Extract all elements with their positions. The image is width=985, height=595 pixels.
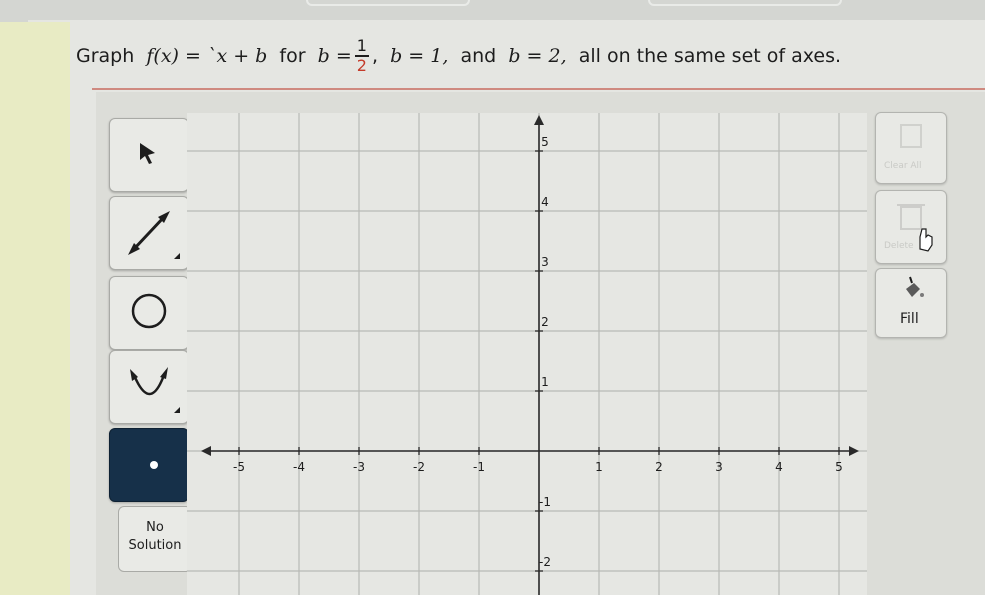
clear-all-button[interactable]	[875, 112, 947, 184]
fill-label: Fill	[900, 311, 919, 327]
line-tool-button[interactable]	[109, 196, 189, 270]
b-equals: b =	[317, 45, 352, 67]
paint-bucket-icon	[876, 269, 946, 309]
x-tick-label: 1	[595, 460, 603, 474]
y-tick-label: 1	[541, 375, 549, 389]
fraction-denominator: 2	[356, 56, 367, 75]
top-strip	[0, 0, 985, 22]
point-tool-button[interactable]	[109, 428, 189, 502]
pointer-tool-button[interactable]	[109, 118, 189, 192]
question-prefix: Graph	[76, 45, 135, 67]
fraction-one-half	[355, 38, 369, 74]
fraction-numerator: 1	[356, 36, 367, 55]
delete-button[interactable]	[875, 190, 947, 264]
x-tick-label: 5	[835, 460, 843, 474]
circle-icon	[110, 277, 188, 349]
x-tick-label: -1	[473, 460, 485, 474]
top-tab	[648, 0, 842, 6]
point-icon	[110, 429, 188, 501]
y-tick-label: 2	[541, 315, 549, 329]
b-equals-2: b = 2,	[508, 45, 567, 67]
trash-icon	[876, 191, 946, 263]
coordinate-graph[interactable]	[187, 113, 867, 595]
for-word: for	[279, 45, 306, 67]
y-tick-label: -1	[539, 495, 551, 509]
y-tick-label: 3	[541, 255, 549, 269]
separator-line	[92, 88, 985, 90]
question-suffix: all on the same set of axes.	[578, 45, 842, 67]
and-word: and	[460, 45, 497, 67]
no-solution-button[interactable]	[118, 506, 192, 572]
x-tick-label: -4	[293, 460, 305, 474]
top-tab	[306, 0, 470, 6]
pointer-icon	[110, 119, 188, 191]
clear-all-label: Clear All	[884, 161, 922, 171]
left-margin-band	[0, 22, 70, 595]
x-tick-label: 2	[655, 460, 663, 474]
parabola-tool-button[interactable]	[109, 350, 189, 424]
no-solution-label-2: Solution	[128, 538, 182, 553]
no-solution-label-1: No	[146, 520, 164, 535]
delete-label: Delete	[884, 241, 914, 251]
y-tick-label: 5	[541, 135, 549, 149]
y-tick-label: 4	[541, 195, 549, 209]
x-tick-label: -2	[413, 460, 425, 474]
x-tick-label: 4	[775, 460, 783, 474]
question-prompt	[76, 38, 841, 74]
fill-button[interactable]	[875, 268, 947, 338]
x-tick-label: -3	[353, 460, 365, 474]
x-tick-label: -5	[233, 460, 245, 474]
circle-tool-button[interactable]	[109, 276, 189, 350]
b-equals-1: b = 1,	[390, 45, 449, 67]
x-tick-label: 3	[715, 460, 723, 474]
y-tick-label: -2	[539, 555, 551, 569]
clear-all-icon	[876, 113, 946, 183]
parabola-icon	[110, 351, 188, 423]
function-expression: f(x) = ˋx + b	[146, 45, 268, 67]
graph-background	[187, 113, 867, 595]
comma: ,	[371, 45, 378, 67]
line-segment-icon	[110, 197, 188, 269]
